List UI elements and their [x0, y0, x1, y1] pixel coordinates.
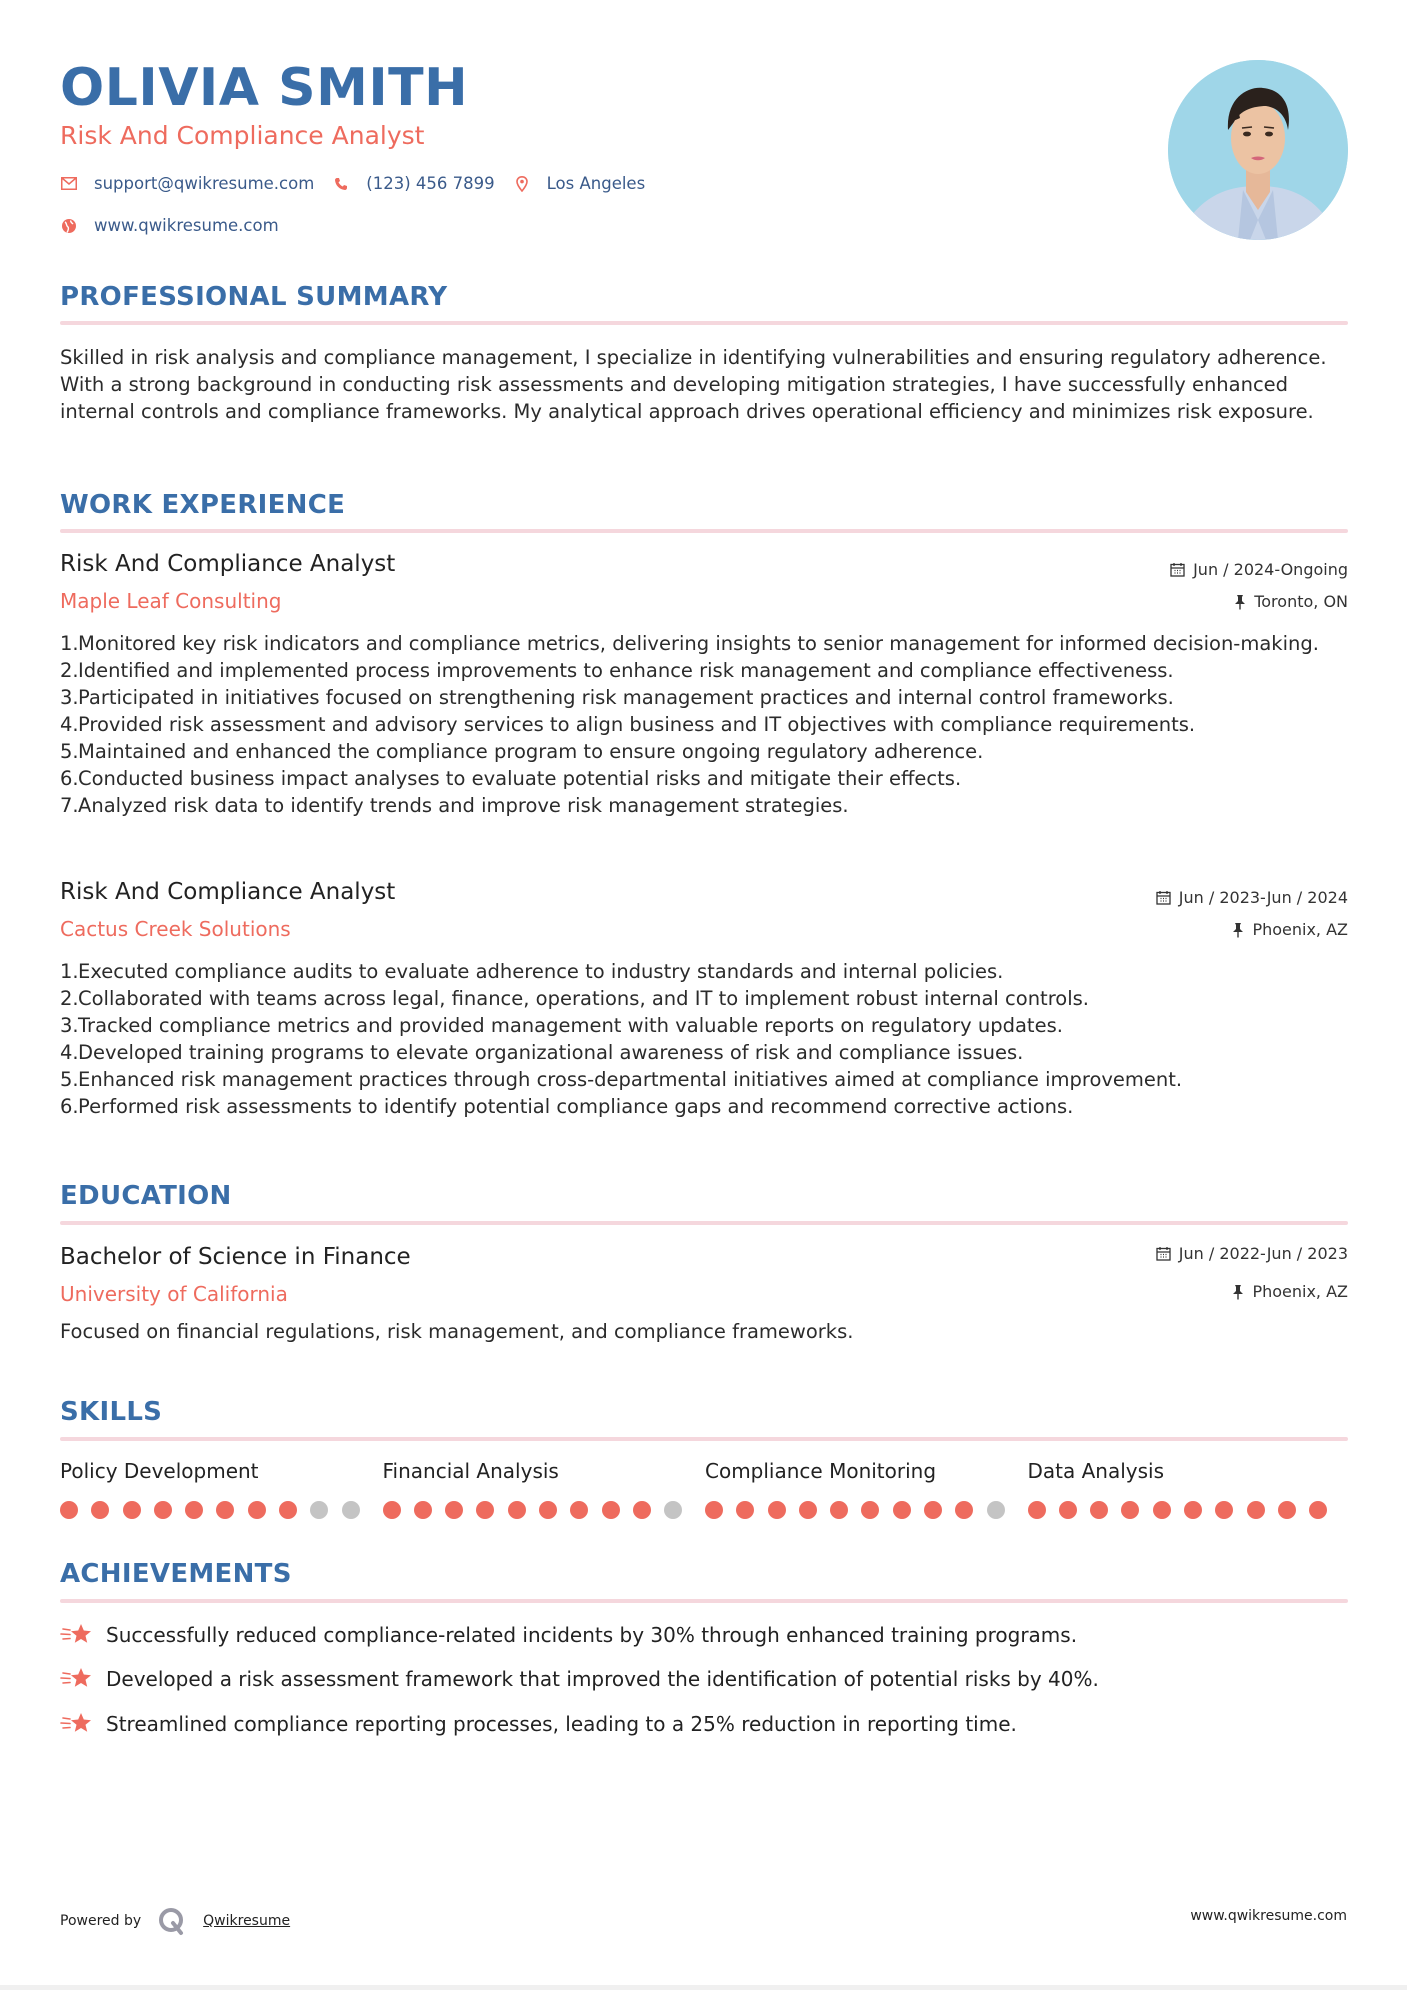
- summary-text: Skilled in risk analysis and compliance management, I specialize in identifying vulnerabilities and ensuring regulatory adherence. With a strong background in conducting risk assessments and developing mitigation strategies, I have successfully enhanced internal controls and compliance frameworks. My analytical approach drives operational efficiency and minimizes risk exposure.: [60, 346, 1327, 423]
- section-divider: [60, 1221, 1348, 1225]
- list-item: Conducted business impact analyses to evaluate potential risks and mitigate their effects.: [78, 767, 962, 790]
- list-item: Developed training programs to elevate organizational awareness of risk and compliance issues.: [78, 1041, 1024, 1064]
- skill-item: [60, 1459, 383, 1519]
- list-item: Participated in initiatives focused on strengthening risk management practices and internal control frameworks.: [78, 686, 1174, 709]
- skill-rating: [383, 1501, 706, 1519]
- job-location: [1234, 592, 1348, 611]
- list-item: Identified and implemented process improvements to enhance risk management and compliance effectiveness.: [78, 659, 1174, 682]
- shooting-star-icon: [60, 1710, 94, 1738]
- achievement-text: Developed a risk assessment framework that improved the identification of potential risks by 40%.: [106, 1667, 1099, 1691]
- achievement-item: [60, 1710, 1017, 1738]
- rating-dot-filled: [1090, 1501, 1108, 1519]
- list-item: Monitored key risk indicators and compliance metrics, delivering insights to senior management for informed decision-making.: [78, 632, 1319, 655]
- map-pin-icon: [513, 175, 531, 193]
- job-dates-text: Jun / 2024-Ongoing: [1193, 560, 1348, 579]
- skill-name: Financial Analysis: [382, 1459, 559, 1483]
- shooting-star-icon: [60, 1665, 94, 1693]
- rating-dot-filled: [185, 1501, 203, 1519]
- job-location-text: Phoenix, AZ: [1252, 920, 1348, 939]
- list-item: Provided risk assessment and advisory services to align business and IT objectives with compliance requirements.: [78, 713, 1196, 736]
- section-heading-skills: SKILLS: [60, 1397, 163, 1427]
- rating-dot-filled: [1215, 1501, 1233, 1519]
- shooting-star-icon: [60, 1621, 94, 1649]
- footer-website[interactable]: www.qwikresume.com: [1190, 1908, 1347, 1924]
- rating-dot-filled: [768, 1501, 786, 1519]
- rating-dot-filled: [508, 1501, 526, 1519]
- achievement-item: [60, 1665, 1099, 1693]
- education-description: Focused on financial regulations, risk management, and compliance frameworks.: [60, 1320, 854, 1343]
- qwikresume-link[interactable]: Qwikresume: [203, 1913, 291, 1929]
- rating-dot-filled: [861, 1501, 879, 1519]
- achievement-text: Successfully reduced compliance-related incidents by 30% through enhanced training programs.: [106, 1623, 1078, 1647]
- skill-rating: [705, 1501, 1028, 1519]
- list-item: Enhanced risk management practices through cross-departmental initiatives aimed at compliance improvement.: [78, 1068, 1183, 1091]
- education-dates-text: Jun / 2022-Jun / 2023: [1178, 1244, 1348, 1263]
- education-location-text: Phoenix, AZ: [1252, 1282, 1348, 1301]
- profile-photo: [1168, 60, 1348, 240]
- job-bullets: [60, 630, 1350, 819]
- rating-dot-empty: [987, 1501, 1005, 1519]
- phone-icon: [332, 175, 350, 193]
- achievement-text: Streamlined compliance reporting processes, leading to a 25% reduction in reporting time.: [106, 1712, 1017, 1736]
- skill-item: [383, 1459, 706, 1519]
- skill-name: Policy Development: [60, 1459, 259, 1483]
- rating-dot-filled: [955, 1501, 973, 1519]
- skill-item: [705, 1459, 1028, 1519]
- list-item: Performed risk assessments to identify potential compliance gaps and recommend corrective actions.: [78, 1095, 1074, 1118]
- rating-dot-empty: [310, 1501, 328, 1519]
- skill-name: Data Analysis: [1027, 1459, 1165, 1483]
- rating-dot-filled: [123, 1501, 141, 1519]
- rating-dot-filled: [1184, 1501, 1202, 1519]
- rating-dot-filled: [279, 1501, 297, 1519]
- rating-dot-filled: [216, 1501, 234, 1519]
- section-divider: [60, 1599, 1348, 1603]
- skill-name: Compliance Monitoring: [705, 1459, 937, 1483]
- rating-dot-filled: [830, 1501, 848, 1519]
- rating-dot-empty: [342, 1501, 360, 1519]
- rating-dot-filled: [248, 1501, 266, 1519]
- rating-dot-filled: [799, 1501, 817, 1519]
- list-item: Tracked compliance metrics and provided management with valuable reports on regulatory updates.: [78, 1014, 1063, 1037]
- skill-rating: [60, 1501, 383, 1519]
- calendar-icon: [1156, 1246, 1171, 1261]
- job-company: Maple Leaf Consulting: [60, 589, 282, 613]
- achievement-item: [60, 1621, 1077, 1649]
- rating-dot-filled: [1028, 1501, 1046, 1519]
- candidate-name: OLIVIA SMITH: [60, 58, 469, 118]
- rating-dot-filled: [1121, 1501, 1139, 1519]
- website-row: [60, 216, 297, 235]
- rating-dot-filled: [445, 1501, 463, 1519]
- list-item: Maintained and enhanced the compliance program to ensure ongoing regulatory adherence.: [78, 740, 984, 763]
- pushpin-icon: [1232, 922, 1244, 938]
- education-location: [1232, 1282, 1348, 1301]
- candidate-title: Risk And Compliance Analyst: [60, 121, 425, 150]
- rating-dot-filled: [1278, 1501, 1296, 1519]
- rating-dot-filled: [736, 1501, 754, 1519]
- education-dates: [1156, 1244, 1348, 1263]
- job-dates-text: Jun / 2023-Jun / 2024: [1178, 888, 1348, 907]
- pushpin-icon: [1234, 594, 1246, 610]
- job-title: Risk And Compliance Analyst: [60, 879, 396, 905]
- rating-dot-filled: [705, 1501, 723, 1519]
- page-bottom-border: [0, 1985, 1407, 1990]
- rating-dot-filled: [924, 1501, 942, 1519]
- job-company: Cactus Creek Solutions: [60, 917, 291, 941]
- section-heading-summary: PROFESSIONAL SUMMARY: [60, 282, 448, 312]
- skills-list: [60, 1459, 1350, 1519]
- rating-dot-filled: [91, 1501, 109, 1519]
- rating-dot-empty: [664, 1501, 682, 1519]
- list-item: Collaborated with teams across legal, finance, operations, and IT to implement robust internal controls.: [78, 987, 1090, 1010]
- rating-dot-filled: [1059, 1501, 1077, 1519]
- section-divider: [60, 1437, 1348, 1441]
- rating-dot-filled: [383, 1501, 401, 1519]
- rating-dot-filled: [893, 1501, 911, 1519]
- contact-location: Los Angeles: [546, 174, 646, 193]
- job-title: Risk And Compliance Analyst: [60, 551, 396, 577]
- calendar-icon: [1170, 562, 1185, 577]
- job-location: [1232, 920, 1348, 939]
- powered-by-label: Powered by: [60, 1913, 142, 1929]
- job-bullets: [60, 958, 1350, 1120]
- list-item: Executed compliance audits to evaluate adherence to industry standards and internal policies.: [78, 960, 1004, 983]
- job-dates: [1170, 560, 1348, 579]
- rating-dot-filled: [1309, 1501, 1327, 1519]
- envelope-icon: [60, 175, 78, 193]
- rating-dot-filled: [476, 1501, 494, 1519]
- section-heading-experience: WORK EXPERIENCE: [60, 490, 346, 520]
- rating-dot-filled: [633, 1501, 651, 1519]
- job-dates: [1156, 888, 1348, 907]
- degree: Bachelor of Science in Finance: [60, 1244, 411, 1270]
- contact-row: [60, 174, 663, 193]
- footer-powered-by: [60, 1906, 290, 1936]
- rating-dot-filled: [414, 1501, 432, 1519]
- list-item: Analyzed risk data to identify trends and improve risk management strategies.: [78, 794, 849, 817]
- contact-phone[interactable]: (123) 456 7899: [366, 174, 495, 193]
- calendar-icon: [1156, 890, 1171, 905]
- rating-dot-filled: [1247, 1501, 1265, 1519]
- skill-rating: [1028, 1501, 1351, 1519]
- contact-email[interactable]: support@qwikresume.com: [94, 174, 315, 193]
- rating-dot-filled: [154, 1501, 172, 1519]
- rating-dot-filled: [602, 1501, 620, 1519]
- job-location-text: Toronto, ON: [1254, 592, 1348, 611]
- contact-website[interactable]: www.qwikresume.com: [94, 216, 279, 235]
- section-divider: [60, 529, 1348, 533]
- skill-item: [1028, 1459, 1351, 1519]
- globe-icon: [60, 217, 78, 235]
- school: University of California: [60, 1282, 288, 1306]
- qwikresume-logo-icon: [157, 1906, 187, 1936]
- rating-dot-filled: [60, 1501, 78, 1519]
- section-heading-education: EDUCATION: [60, 1181, 232, 1211]
- section-divider: [60, 321, 1348, 325]
- rating-dot-filled: [539, 1501, 557, 1519]
- pushpin-icon: [1232, 1284, 1244, 1300]
- rating-dot-filled: [570, 1501, 588, 1519]
- rating-dot-filled: [1153, 1501, 1171, 1519]
- section-heading-achievements: ACHIEVEMENTS: [60, 1559, 292, 1589]
